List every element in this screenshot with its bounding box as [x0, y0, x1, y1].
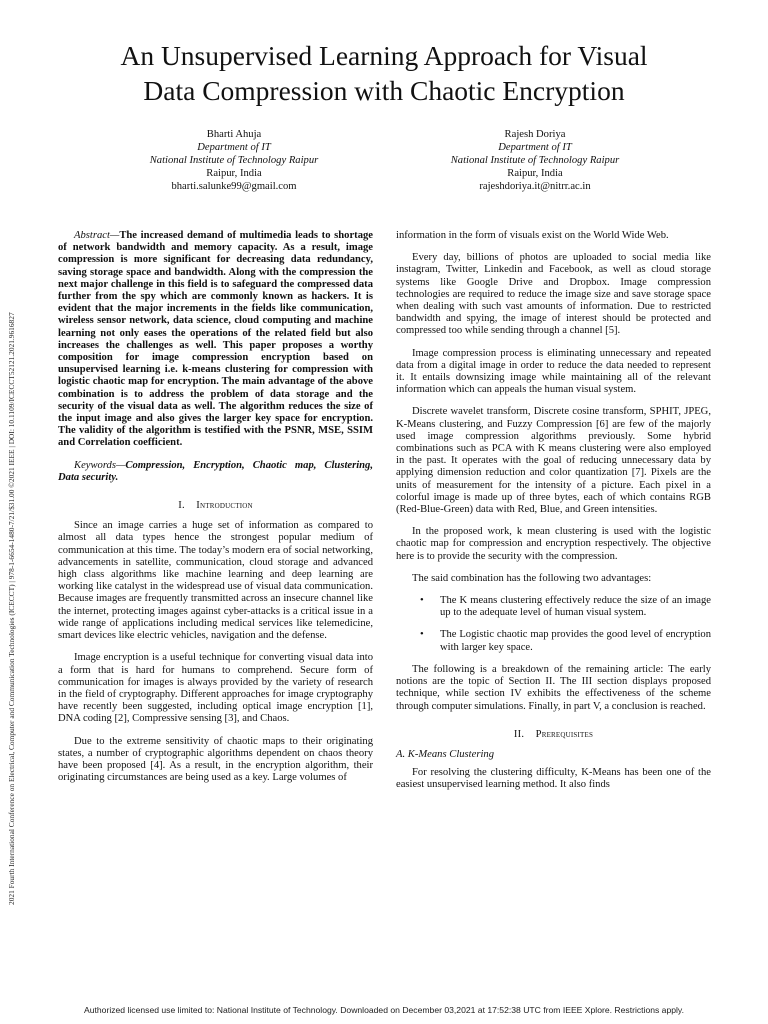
- keywords: [58, 460, 373, 484]
- section-title: Introduction: [196, 500, 253, 512]
- paragraph: Image compression process is eliminating unnecessary and repeated data from a digital image in order to reduce the data needed to represent it. It entails downsizing image while maintaining all of the relevant information which can appeals the human visual system.: [396, 347, 711, 396]
- paragraph: In the proposed work, k mean clustering is used with the logistic chaotic map for compression and encryption respectively. The objective here is to provide the security with the compression.: [396, 526, 711, 562]
- author-name: Bharti Ahuja: [206, 129, 262, 140]
- paragraph: Since an image carries a huge set of information as compared to almost all data types hence the strongest popular medium of communication at this time. The today’s modern era of social networking, advancements in satellite, communication, cloud storage and advanced high class algorithms like machine learning and deep learning are working like catalyst in the widespread use of visual data communication. Because images are frequently transmitted across an insecure channel like the internet, protecting images against cyber-attacks is a critical issue in a wide range of applications including medical services like telemedicine, smart devices like electric vehicles, navigation and the defense.: [58, 520, 373, 642]
- author-department: Department of IT: [498, 142, 572, 153]
- section-number: II.: [513, 728, 525, 740]
- list-item: • The Logistic chaotic map provides the good level of encryption with larger key space.: [440, 629, 711, 653]
- author-name: Rajesh Doriya: [504, 129, 566, 140]
- paper-title: [40, 38, 728, 108]
- author-email[interactable]: bharti.salunke99@gmail.com: [171, 181, 297, 192]
- author-block-1: [104, 128, 364, 193]
- author-block-2: [405, 128, 665, 193]
- right-column: [396, 230, 711, 802]
- paragraph: Every day, billions of photos are uploaded to social media like instagram, Twitter, Linkedin and Facebook, as well as cloud storage systems like Google Drive and Dropbox. Image compression technologies are required to reduce the image size and save storage space when dealing with such vast amounts of information. Due to restricted bandwidth and spying, the image of interest should be protected and compressed too while sending through a channel [5].: [396, 252, 711, 337]
- author-institution: National Institute of Technology Raipur: [149, 155, 319, 166]
- paragraph: The following is a breakdown of the remaining article: The early notions are the topic of Section II. The III section displays proposed technique, while section IV exhibits the effectiveness of the scheme through computer simulations. Finally, in part V, a conclusion is reached.: [396, 663, 711, 712]
- author-department: Department of IT: [197, 142, 271, 153]
- section-heading-prerequisites: [396, 729, 711, 741]
- author-institution: National Institute of Technology Raipur: [450, 155, 620, 166]
- author-city: Raipur, India: [206, 168, 262, 179]
- abstract-text: The increased demand of multimedia leads to shortage of network bandwidth and memory capacity. As a result, image compression is more significant for decreasing data redundancy, saving storage space and bandwidth. Along with the compression the next major challenge in this field is to safeguard the compressed data further from the spy which are commonly known as hackers. It is evident that the major increments in the fields like communication, wireless sensor network, data science, cloud computing and machine learning not only eases the operations of the related field but also increases the challenges as well. This paper proposes a worthy composition for image compression encryption based on unsupervised learning i.e. k-means clustering for compression with logistic chaotic map for encryption. The main advantage of the above combination is to address the problem of data storage and the security of the visual data as well. The algorithm reduces the size of the input image and also gives the larger key space for encryption. The validity of the algorithm is testified with the PSNR, MSE, SSIM and Correlation coefficient.: [58, 230, 373, 449]
- abstract: [58, 230, 373, 450]
- conference-sidebar-note: 2021 Fourth International Conference on Electrical, Computer and Communication Technologies (ICECCT) | 978-1-6654-1480-7/21/$31.00 ©2021 IEEE | DOI: 10.1109/ICECCT52121.2021.9616827: [7, 312, 16, 905]
- paragraph: Image encryption is a useful technique for converting visual data into a form that is hard for humans to comprehend. Secure form of communication for images is always provided by the variety of research in the field of cryptography. Different approaches for image cryptography have recently been suggested, including optical image encryption [1], DNA coding [2], Compressive sensing [3], and Chaos.: [58, 652, 373, 725]
- paragraph: Discrete wavelet transform, Discrete cosine transform, SPHIT, JPEG, K-Means clustering, and Fuzzy Compression [6] are few of the majorly used image compression algorithms previously. Some hybrid combinations such as PCA with K means clustering were also employed in the past. It operates with the goal of reducing unnecessary data by applying dimension reduction and color quantization [7]. Pixels are the units of measurement for the intensity of a picture. Each pixel in a colorful image is made up of three bytes, each of which contains RGB (Red-Blue-Green) data with Red, Blue, and Green intensities.: [396, 406, 711, 516]
- author-city: Raipur, India: [507, 168, 563, 179]
- author-email[interactable]: rajeshdoriya.it@nitrr.ac.in: [479, 181, 591, 192]
- abstract-label: Abstract—: [74, 230, 120, 241]
- paragraph: For resolving the clustering difficulty, K-Means has been one of the easiest unsupervised learning method. It also finds: [396, 767, 711, 791]
- title-line-1: An Unsupervised Learning Approach for Visual: [120, 40, 648, 71]
- section-heading-introduction: [58, 500, 373, 512]
- section-title: Prerequisites: [535, 728, 594, 740]
- title-line-2: Data Compression with Chaotic Encryption: [143, 75, 625, 106]
- paragraph: The said combination has the following two advantages:: [412, 572, 652, 584]
- subsection-heading: A. K-Means Clustering: [396, 748, 494, 760]
- section-number: I.: [178, 500, 185, 512]
- paragraph-continuation: information in the form of visuals exist on the World Wide Web.: [396, 230, 669, 241]
- keywords-label: Keywords—: [74, 459, 126, 471]
- keywords-text: Compression, Encryption, Chaotic map, Clustering, Data security.: [58, 459, 373, 483]
- advantages-list: [396, 595, 711, 654]
- license-footer: Authorized licensed use limited to: National Institute of Technology. Downloaded on December 03,2021 at 17:52:38 UTC from IEEE Xplore. Restrictions apply.: [84, 1005, 684, 1015]
- left-column: [58, 230, 373, 794]
- paragraph: Due to the extreme sensitivity of chaotic maps to their originating states, a number of cryptographic algorithms dependent on chaos theory have been proposed [4]. As a result, in the encryption algorithm, their originating circumstances are being used as a key. Large volumes of: [58, 735, 373, 784]
- list-item: • The K means clustering effectively reduce the size of an image up to the adequate level of human visual system.: [440, 595, 711, 619]
